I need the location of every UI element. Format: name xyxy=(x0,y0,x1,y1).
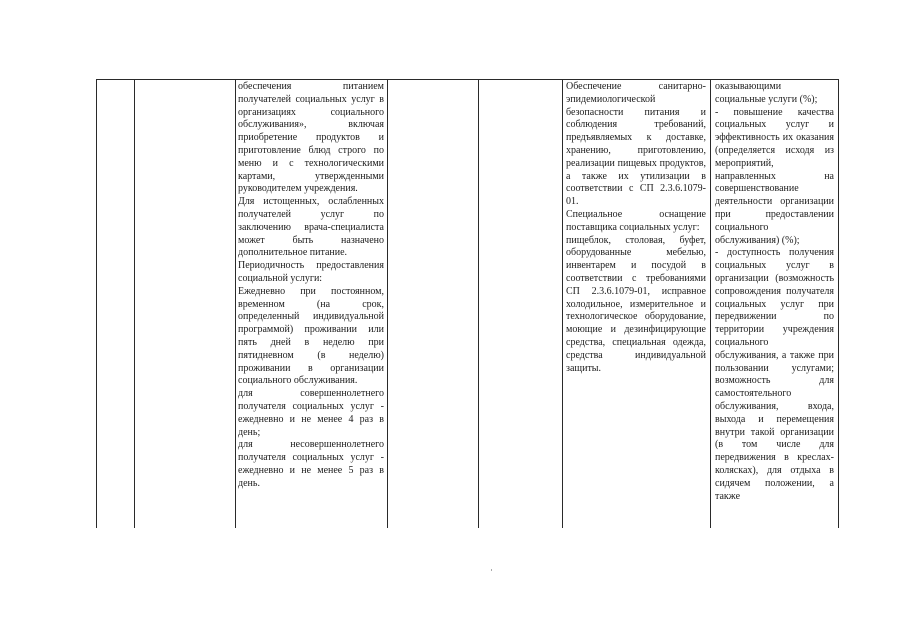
table-top-border xyxy=(96,79,838,80)
conditions-cell xyxy=(566,81,706,375)
column-divider-6 xyxy=(710,79,711,528)
table-border-left xyxy=(96,79,97,528)
indicators-cell xyxy=(715,81,834,503)
paragraph: пищеблок, столовая, буфет, оборудованные мебелью, инвентарем и посудой в соответствии с требованиями СП 2.3.6.1079-01, исправное холодильное, измерительное и технологическое оборудование, моющие и дезинфицирующие средства, специальная одежда, средства индивидуальной защиты. xyxy=(566,234,706,374)
column-divider-1 xyxy=(134,79,135,528)
paragraph: обеспечения питанием получателей социальных услуг в организациях социального обслуживания», включая приобретение продуктов и приготовление блюд строго по меню и с технологическими картами, утвержденными руководителем учреждения. xyxy=(238,81,384,195)
paragraph: - доступность получения социальных услуг в организации (возможность сопровождения получателя социальных услуг при передвижении по территории учреждения социального обслуживания, а также при пользовании услугами; возможность для самостоятельного обслуживания, входа, выхода и перемещения внутри такой организации (в том числе для передвижения в креслах-колясках), для отдыха в сидячем положении, а также xyxy=(715,247,834,502)
paragraph: Специальное оснащение поставщика социальных услуг: xyxy=(566,208,706,233)
paragraph: Периодичность предоставления социальной услуги: xyxy=(238,260,384,284)
paragraph: для совершеннолетнего получателя социальных услуг - ежедневно и не менее 4 раз в день; xyxy=(238,388,384,438)
column-divider-4 xyxy=(478,79,479,528)
column-divider-5 xyxy=(562,79,563,528)
paragraph: Обеспечение санитарно-эпидемиологической безопасности питания и соблюдения требований, предъявляемых к доставке, хранению, приготовлению, реализации пищевых продуктов, а также их утилизации в соответствии с СП 2.3.6.1079-01. xyxy=(566,81,706,208)
paragraph: оказывающими социальные услуги (%); xyxy=(715,81,818,105)
column-divider-3 xyxy=(387,79,388,528)
service-description-cell xyxy=(238,81,384,491)
paragraph: для несовершеннолетнего получателя социальных услуг - ежедневно и не менее 5 раз в день. xyxy=(238,439,384,489)
scan-speck xyxy=(491,569,492,571)
column-divider-2 xyxy=(235,79,236,528)
paragraph: - повышение качества социальных услуг и эффективность их оказания (определяется исходя из мероприятий, направленных на совершенствование деятельности организации при предоставлении социального обслуживания) (%); xyxy=(715,106,834,246)
table-border-right xyxy=(838,79,839,528)
paragraph: Ежедневно при постоянном, временном (на срок, определенный индивидуальной программой) проживании или пять дней в неделю при пятидневном (в неделю) проживании в организации социального обслуживания. xyxy=(238,285,384,387)
paragraph: Для истощенных, ослабленных получателей услуг по заключению врача-специалиста может быть назначено дополнительное питание. xyxy=(238,196,384,259)
